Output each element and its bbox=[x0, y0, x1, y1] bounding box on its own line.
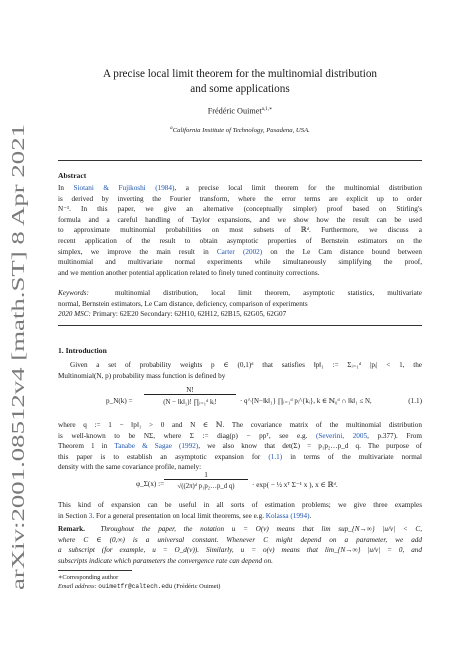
intro-p2-text: , we also know that det(Σ) = p₁p₂…p_d q. The purpose of bbox=[198, 442, 422, 451]
abstract-line-1 bbox=[58, 183, 422, 194]
remark-line-1 bbox=[58, 524, 422, 535]
eq1-number: (1.1) bbox=[408, 397, 422, 405]
eq2-numerator: 1 bbox=[164, 471, 248, 480]
intro-p2-line-1 bbox=[58, 420, 422, 431]
msc-label: 2020 MSC: bbox=[58, 310, 91, 319]
abstract-line-8 bbox=[58, 257, 422, 268]
abstract-bottom-rule bbox=[58, 325, 422, 326]
intro-p3-text-c: . bbox=[309, 511, 312, 520]
abstract-text: In bbox=[58, 184, 74, 192]
abstract-citation-link[interactable]: Siotani & Fujikoshi (1984) bbox=[73, 184, 175, 192]
remark-text-2: where C ∈ (0,∞) is a universal constant. Whenever C might depend on a parameter, we add bbox=[58, 535, 422, 544]
email-address-link[interactable]: ouimetfr@caltech.edu bbox=[98, 583, 173, 590]
intro-p2-text: Theorem 1 in bbox=[58, 442, 115, 451]
abstract-text: to approximate multinomial probabilities on most subsets of ℝᵈ. Furthermore, we discuss a bbox=[58, 226, 422, 235]
intro-p2-line-4 bbox=[58, 452, 422, 463]
keywords-text-1: multinomial distribution, local limit theorem, asymptotic statistics, multivariate bbox=[114, 289, 423, 297]
abstract-text: multinomial and multivariate normal experiments while simultaneously simplifying the proof, bbox=[58, 258, 422, 267]
intro-p1-line-2: Multinomial(N, p) probability mass function is defined by bbox=[58, 371, 226, 380]
remark-text-1: Throughout the paper, the notation u = O(v) means that lim sup_{N→∞} |u/v| < C, bbox=[100, 525, 422, 533]
intro-p2-text: , p.377). From bbox=[367, 431, 422, 440]
abstract-text: recent application of the result to obtain asymptotic properties of Bernstein estimators on the bbox=[58, 236, 422, 245]
eq1-rest: · q^{N−‖k‖₁} ∏ᵢ₌₁ᵈ pᵢ^{kᵢ}, k ∈ ℕ₀ᵈ ∩ ‖k‖₁ ≤ N, bbox=[240, 398, 372, 405]
remark-text-4: subscripts indicate which parameters the convergence rate can depend on. bbox=[58, 556, 273, 565]
eq2-lhs: φ_Σ(x) := bbox=[136, 480, 165, 488]
eq2-rest: · exp( − ½ xᵀ Σ⁻¹ x ), x ∈ ℝᵈ. bbox=[252, 481, 338, 489]
title-line-2: and some applications bbox=[190, 83, 290, 95]
kolassa-citation-link[interactable]: Kolassa (1994) bbox=[265, 511, 310, 520]
abstract-line-7 bbox=[58, 247, 422, 258]
intro-p2-text: where q := 1 − ‖p‖₁ > 0 and N ∈ ℕ. The covariance matrix of the multinomial distribution bbox=[58, 421, 422, 429]
abstract-top-rule bbox=[58, 160, 422, 161]
abstract-text: formula and a careful handling of Taylor expansions, and we show how the result can be used bbox=[58, 215, 422, 224]
intro-p2-citation-link[interactable]: Tanabe & Sagae (1992) bbox=[114, 442, 199, 451]
intro-p2-text: is well-known to be NΣ, where Σ := diag(p) − ppᵀ, see e.g. bbox=[58, 431, 316, 440]
arxiv-id-text: arXiv:2001.08512v4 [math.ST] 8 Apr 2021 bbox=[8, 285, 28, 590]
author-line bbox=[58, 106, 422, 116]
title-line-1: A precise local limit theorem for the multinomial distribution bbox=[102, 68, 378, 80]
keywords-line-2: normal, Bernstein estimators, Le Cam distance, deficiency, comparison of experiments bbox=[58, 299, 308, 308]
eq1-numerator: N! bbox=[144, 386, 236, 395]
intro-paragraph-2 bbox=[58, 420, 422, 473]
abstract-line-3 bbox=[58, 204, 422, 215]
abstract-line-4 bbox=[58, 215, 422, 226]
affiliation-superscript: a bbox=[170, 126, 173, 131]
intro-p2-citation-link[interactable]: (Severini, 2005 bbox=[315, 431, 368, 440]
abstract-line-9 bbox=[58, 268, 422, 279]
eq1-lhs: p_N(k) = bbox=[106, 397, 133, 405]
abstract-line-6 bbox=[58, 236, 422, 247]
intro-p3-line-1: This kind of expansion can be useful in all sorts of estimation problems; we give three examples bbox=[58, 501, 422, 509]
abstract-line-5 bbox=[58, 225, 422, 236]
email-label: Email address: bbox=[58, 583, 97, 590]
intro-p3-text-a: in Section bbox=[58, 511, 89, 520]
intro-p1-line-1: Given a set of probability weights p ∈ (0,1)ᵈ that satisfies ‖p‖₁ := Σᵢ₌₁ᵈ |pᵢ| < 1, the bbox=[70, 361, 422, 369]
remark-line-2 bbox=[58, 535, 422, 546]
keywords-block bbox=[58, 288, 422, 320]
abstract-body bbox=[58, 183, 422, 278]
intro-p2-text: density with the same covariance profile, namely: bbox=[58, 463, 202, 472]
remark-paragraph bbox=[58, 524, 422, 566]
section-3-link[interactable]: 3 bbox=[88, 511, 93, 520]
intro-paragraph-1 bbox=[58, 360, 422, 381]
remark-label: Remark. bbox=[58, 525, 85, 533]
intro-p2-citation-link[interactable]: (1.1) bbox=[268, 452, 283, 461]
affiliation bbox=[58, 126, 422, 134]
equation-1-1 bbox=[58, 386, 422, 420]
footnote-email-line bbox=[58, 582, 422, 591]
eq1-denominator: (N − ‖k‖₁)! ∏ᵢ₌₁ᵈ kᵢ! bbox=[163, 399, 217, 406]
abstract-text: and we mention another potential application related to finely tuned continuity corrections. bbox=[58, 268, 320, 277]
footnotes bbox=[58, 573, 422, 591]
abstract-citation-link[interactable]: Carter (2002) bbox=[216, 247, 263, 256]
author-superscript: a,1,∗ bbox=[261, 107, 273, 112]
abstract-text: N⁻¹. In this paper, we give an alternative (conceptually simpler) proof based on Stirling's bbox=[58, 205, 422, 214]
intro-paragraph-3 bbox=[58, 500, 422, 521]
arxiv-sidebar-stamp bbox=[4, 120, 32, 590]
paper-title bbox=[58, 67, 422, 97]
remark-line-4 bbox=[58, 556, 422, 567]
affiliation-text: California Institute of Technology, Pasadena, USA. bbox=[172, 127, 310, 135]
abstract-text: simplex, we improve the main result in bbox=[58, 247, 217, 256]
abstract-text: , a precise local limit theorem for the multinomial distribution bbox=[174, 184, 422, 192]
footnote-rule bbox=[58, 570, 132, 571]
msc-text: Primary: 62E20 Secondary: 62H10, 62H12, 62B15, 62G05, 62G07 bbox=[92, 310, 287, 319]
equation-normal-density bbox=[58, 471, 422, 498]
intro-p3-line-2 bbox=[58, 511, 422, 522]
abstract-line-2 bbox=[58, 194, 422, 205]
intro-p2-line-3 bbox=[58, 441, 422, 452]
intro-p2-text: in terms of the multivariate normal bbox=[282, 452, 422, 461]
intro-p2-text: this paper is to establish an asymptotic expansion for bbox=[58, 452, 269, 461]
abstract-heading: Abstract bbox=[58, 171, 87, 180]
remark-text-3: a subscript (for example, u = O_d(v)). Similarly, u = o(v) means that lim_{N→∞} |u/v| = 0, and bbox=[58, 546, 422, 555]
section-heading: 1. Introduction bbox=[58, 346, 107, 355]
remark-line-3 bbox=[58, 545, 422, 556]
intro-p2-line-2 bbox=[58, 431, 422, 442]
msc-line bbox=[58, 309, 422, 320]
eq2-denominator: √((2π)ᵈ p₁p₂…p_d q) bbox=[177, 483, 235, 490]
abstract-text: is derived by inverting the Fourier transform, where the error terms are explicit up to order bbox=[58, 194, 422, 203]
abstract-text: on the Le Cam distance bound between bbox=[262, 247, 423, 256]
email-owner: (Frédéric Ouimet) bbox=[174, 583, 221, 590]
author-name: Frédéric Ouimet bbox=[207, 106, 262, 116]
intro-p3-text-b: . For a general presentation on local limit theorems, see e.g. bbox=[92, 511, 266, 520]
keywords-line-1 bbox=[58, 288, 422, 299]
footnote-corresponding: ∗Corresponding author bbox=[58, 574, 119, 581]
keywords-label: Keywords: bbox=[58, 289, 89, 297]
